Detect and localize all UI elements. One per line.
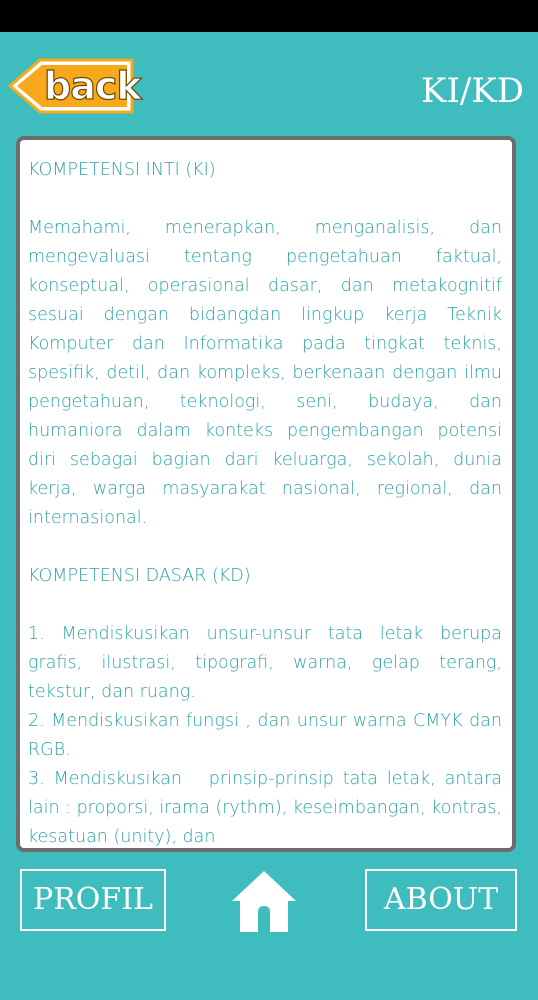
back-button[interactable] [8, 58, 141, 114]
home-icon [230, 868, 298, 934]
kd-item: 2. Mendiskusikan fungsi , dan unsur warna CMYK dan RGB. [28, 711, 502, 760]
ki-heading: KOMPETENSI INTI (KI) [28, 160, 216, 180]
page-title: KI/KD [421, 71, 524, 111]
content-card[interactable] [16, 136, 516, 852]
back-label: back [44, 64, 141, 108]
kd-list [28, 620, 508, 852]
home-button[interactable] [230, 868, 298, 934]
status-bar [0, 0, 538, 32]
ki-text: Memahami, menerapkan, menganalisis, dan mengevaluasi tentang pengetahuan faktual, konseptual, operasional dasar, dan metakognitif sesuai dengan bidangdan lingkup kerja Teknik Komputer dan Informatika pada tingkat teknis, spesifik, detil, dan kompleks, berkenaan dengan ilmu pengetahuan, teknologi, seni, budaya, dan humaniora dalam konteks pengembangan potensi diri sebagai bagian dari keluarga, sekolah, dunia kerja, warga masyarakat nasional, regional, dan internasional. [28, 218, 502, 528]
kd-heading: KOMPETENSI DASAR (KD) [28, 566, 251, 586]
kd-item: 1. Mendiskusikan unsur-unsur tata letak berupa grafis, ilustrasi, tipografi, warna, gelap terang, tekstur, dan ruang. [28, 624, 502, 702]
kd-item: 3. Mendiskusikan prinsip-prinsip tata letak, antara lain : proporsi, irama (rythm), keseimbangan, kontras, kesatuan (unity), dan [28, 769, 508, 847]
about-button[interactable]: ABOUT [365, 869, 517, 931]
content-scroll[interactable] [20, 140, 512, 852]
profil-button[interactable]: PROFIL [20, 869, 166, 931]
